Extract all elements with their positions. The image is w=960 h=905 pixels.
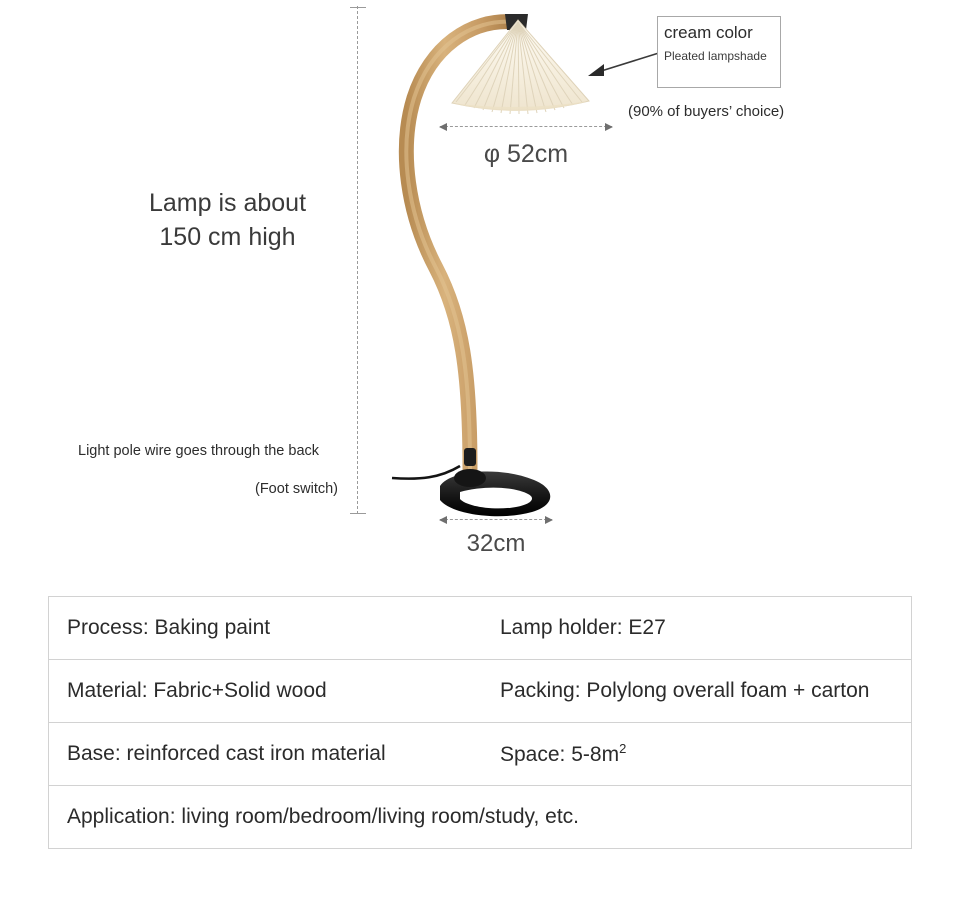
spec-material: Material: Fabric+Solid wood [67,679,327,702]
shade-callout-note: (90% of buyers’ choice) [628,103,785,120]
shade-diameter-line [440,126,612,128]
shade-diameter-label: φ 52cm [483,140,569,168]
shade-callout-box [657,16,781,88]
lamp-height-label [120,186,335,254]
spec-base: Base: reinforced cast iron material [67,742,386,765]
spec-space [482,741,911,767]
arrow-right-icon [545,516,553,524]
lamp-height-line2: 150 cm high [159,223,296,251]
arrow-left-icon [439,516,447,524]
base-width-line [440,519,552,521]
spec-space-label: Space: 5-8m [500,743,620,766]
table-row [49,660,911,723]
shade-callout-subtitle: Pleated lampshade [664,49,767,63]
spec-application: Application: living room/bedroom/living room/study, etc. [67,805,580,828]
wire-routing-note: Light pole wire goes through the back [78,443,320,459]
shade-callout-title: cream color [664,23,753,42]
height-dimension-tick-bottom [350,513,366,514]
spec-space-superscript: 2 [619,741,627,756]
spec-lamp-holder: Lamp holder: E27 [500,616,666,639]
table-row [49,786,911,849]
base-width-label: 32cm [466,530,526,557]
height-dimension-line [357,6,360,514]
callout-arrow-icon [578,42,668,92]
spec-process: Process: Baking paint [67,616,271,639]
lamp-height-line1: Lamp is about [148,189,307,217]
arrow-left-icon [439,123,447,131]
height-dimension-tick-top [350,7,366,8]
arrow-right-icon [605,123,613,131]
spec-packing: Packing: Polylong overall foam + carton [500,679,870,702]
table-row [49,723,911,786]
table-row [49,597,911,660]
foot-switch-note: (Foot switch) [255,481,338,497]
specification-table [48,596,912,849]
